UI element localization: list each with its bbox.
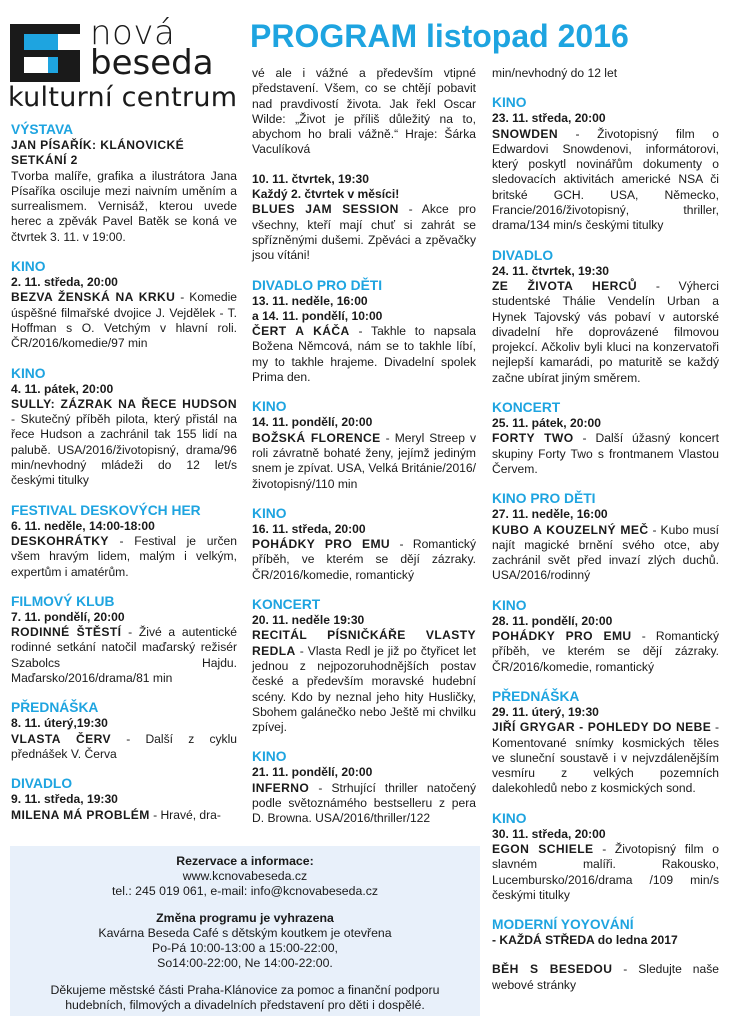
event-title: ZE ŽIVOTA HERCŮ: [492, 278, 638, 293]
event-date: 27. 11. neděle, 16:00: [492, 507, 608, 522]
event-description: - Skutečný příběh pilota, který přistál na řece Hudson a zachránil tak 155 lidí na palubě. USA/2016/životopisný, drama/96 min/nevhodný mládeži do 12 let/s českými titulky: [11, 412, 237, 488]
event-date: 6. 11. neděle, 14:00-18:00: [11, 518, 155, 533]
event-date: 20. 11. neděle 19:30: [252, 613, 365, 628]
program-column-1: [11, 122, 237, 837]
event-festival: [11, 503, 237, 580]
logo-text-kulturni-centrum: kulturní centrum: [8, 82, 238, 113]
event-description: - Sledujte naše webové stránky: [492, 962, 720, 992]
event-date: 8. 11. úterý,19:30: [11, 716, 108, 731]
event-title: MILENA MÁ PROBLÉM: [11, 807, 150, 822]
event-text: [492, 431, 719, 477]
event-date: 29. 11. úterý, 19:30: [492, 704, 599, 719]
section-heading: KINO: [492, 597, 527, 613]
thanks-line-1: Děkujeme městské části Praha-Klánovice za pomoc a finanční podporu: [50, 983, 440, 997]
event-description: - Festival je určen všem hravým lidem, malým i velkým, expertům i amatérům.: [11, 533, 237, 579]
event-title: KUBO A KOUZELNÝ MEČ: [492, 522, 649, 537]
event-title: EGON SCHIELE: [492, 841, 594, 856]
event-title: POHÁDKY PRO EMU: [252, 537, 391, 552]
event-description: - Strhující thriller natočený podle světoznámého bestselleru z pera D. Browna. USA/2016/thriller/122: [252, 780, 476, 826]
event-text: [11, 732, 237, 763]
event-description: - Další z cyklu přednášek V. Červa: [11, 731, 237, 761]
event-text: [11, 625, 237, 686]
event-date: 4. 11. pátek, 20:00: [11, 381, 114, 396]
event-title: ČERT A KÁČA: [252, 324, 350, 339]
event-title: VLASTA ČERV: [11, 731, 112, 746]
event-date: 7. 11. pondělí, 20:00: [11, 609, 125, 624]
event-date: 14. 11. pondělí, 20:00: [252, 415, 373, 430]
event-koncert: [252, 597, 476, 735]
event-blues-jam: [252, 172, 476, 264]
section-heading: KINO: [252, 399, 287, 415]
event-title: INFERNO: [252, 780, 310, 795]
event-kino: [492, 598, 719, 675]
event-text: [492, 279, 719, 386]
event-date: 28. 11. pondělí, 20:00: [492, 613, 613, 628]
event-description: - Romantický příběh, ve kterém se dějí zázraky. ČR/2016/komedie, romantický: [492, 629, 720, 674]
event-title: DESKOHRÁTKY: [11, 533, 109, 548]
event-title: JAN PÍSAŘÍK: KLÁNOVICKÉ SETKÁNÍ 2: [11, 138, 185, 168]
contact-line: tel.: 245 019 061, e-mail: info@kcnovabeseda.cz: [111, 884, 379, 898]
event-moderni-yoyovani: [492, 917, 719, 993]
event-title: BLUES JAM SESSION: [252, 202, 399, 217]
event-title: BOŽSKÁ FLORENCE: [252, 430, 381, 445]
section-heading: PŘEDNÁŠKA: [492, 688, 580, 704]
event-date-2: a 14. 11. pondělí, 10:00: [252, 308, 383, 323]
event-continuation: [252, 66, 476, 158]
event-title: FORTY TWO: [492, 431, 574, 446]
event-text: [492, 127, 719, 234]
change-notice: Změna programu je vyhrazena: [156, 911, 334, 925]
event-date: 24. 11. čtvrtek, 19:30: [492, 263, 609, 278]
event-description: - Akce pro všechny, kteří mají chuť si zahrát se spřízněnými dušemi. Zpěváci a zpěvačky jsou vítáni!: [252, 202, 476, 263]
event-text: [252, 781, 476, 827]
opening-hours-1: Po-Pá 10:00-13:00 a 15:00-22:00,: [152, 941, 338, 955]
event-text: [492, 720, 719, 796]
event-description: Tvorba malíře, grafika a ilustrátora Jana Písaříka osciluje mezi naivním uměním a surrealismem. Vernisáž, kterou uvede herec a zpěvák Pavel Batěk se koná ve čtvrtek 3. 11. v 19:00.: [11, 168, 237, 244]
event-continuation: [492, 66, 719, 81]
section-heading: KINO: [252, 749, 287, 765]
section-heading: KINO: [252, 505, 287, 521]
event-kino: [252, 749, 476, 826]
section-heading: KINO: [11, 365, 46, 381]
event-description: - Takhle to napsala Božena Němcová, nám se to takhle líbí, my to takhle hrajeme. Divadelní spolek Prima den.: [252, 324, 476, 385]
event-description: - Hravé, dra-: [149, 807, 221, 822]
event-text: [492, 523, 719, 584]
event-description: - Výherci studentské Thálie Vendelín Urban a Hynek Tajovský vás pobaví v autorské divadelní hře doprovázené filmovou projekcí. Ačkoliv byli kluci na konzervatoři nejlepší kamarádi, po maturitě se každý začne ubírat jiným směrem.: [492, 278, 719, 385]
logo-text-nova: nová: [90, 13, 176, 53]
event-text: [252, 431, 476, 492]
event-title: SNOWDEN: [492, 126, 558, 141]
event-date: 2. 11. středa, 20:00: [11, 275, 118, 290]
event-text: [11, 290, 237, 351]
event-kino: [11, 366, 237, 489]
event-text: [252, 628, 476, 735]
event-date: 21. 11. pondělí, 20:00: [252, 765, 373, 780]
event-date: - KAŽDÁ STŘEDA do ledna 2017: [492, 933, 678, 948]
event-description: - Životopisný film o slavném malíři. Rakousko, Lucembursko/2016/drama /109 min/s českými titulky: [492, 841, 719, 902]
event-description: - Životopisný film o Edwardovi Snowdenovi, informátorovi, který poskytl novinářům dokumenty o sledovacích aktivitách americké NSA či britské GCH. USA, Německo, Francie/2016/životopisný, thriller, drama/134 min/s českými titulky: [492, 126, 719, 233]
event-kino: [492, 811, 719, 903]
event-description: - Romantický příběh, ve kterém se dějí zázraky. ČR/2016/komedie, romantický: [252, 537, 477, 582]
event-text: [252, 202, 476, 263]
event-date: 13. 11. neděle, 16:00: [252, 293, 368, 308]
event-text: [492, 842, 719, 903]
event-date: 23. 11. středa, 20:00: [492, 111, 606, 126]
event-title: RODINNÉ ŠTĚSTÍ: [11, 625, 122, 640]
program-column-2: [252, 66, 476, 841]
event-prednaska: [11, 700, 237, 762]
event-kino: [252, 399, 476, 491]
section-heading: KONCERT: [492, 400, 561, 416]
event-description: vé ale i vážné a především vtipné představení. Všem, co se chtějí pobavit nad pravdivostí života. Jak řekl Oscar Wilde: „Život je příliš důležitý na to, abychom ho brali vážně.“ Hraje: Šárka Vaculíková: [252, 66, 476, 157]
section-heading: KINO: [492, 95, 527, 111]
event-divadlo: [11, 776, 237, 823]
section-heading: KONCERT: [252, 597, 321, 613]
program-column-3: [492, 66, 719, 1007]
page-title: PROGRAM listopad 2016: [250, 18, 629, 54]
opening-hours-2: So14:00-22:00, Ne 14:00-22:00.: [157, 956, 333, 970]
event-kino: [492, 95, 719, 233]
logo: [8, 13, 248, 114]
event-description: - Komentované snímky kosmických těles ve sluneční soustavě i v nejvzdálenějším vesmíru z velkých pozemních dalekohledů nebo z kosmických sond.: [492, 720, 719, 796]
cafe-info: Kavárna Beseda Café s dětským koutkem je otevřena: [98, 926, 392, 940]
event-kino: [252, 506, 476, 583]
section-heading: KINO PRO DĚTI: [492, 491, 596, 507]
event-description: - Kubo musí najít magické brnění svého otce, aby zachránil svět před invazí zlých duchů. USA/2016/rodinný: [492, 522, 720, 583]
event-description: - Další úžasný koncert skupiny Forty Two s frontmanem Vlastou Červem.: [492, 431, 719, 476]
event-kino: [11, 259, 237, 351]
nova-beseda-logo-icon: [10, 24, 80, 82]
section-heading: KINO: [11, 259, 46, 275]
website-link[interactable]: www.kcnovabeseda.cz: [182, 869, 308, 883]
section-heading: VÝSTAVA: [11, 122, 74, 137]
event-title: BĚH S BESEDOU: [492, 962, 613, 977]
event-title: JIŘÍ GRYGAR - POHLEDY DO NEBE: [492, 720, 712, 735]
event-text: [11, 534, 237, 580]
thanks-line-2: hudebních, filmových a divadelních představení pro děti i dospělé.: [65, 998, 425, 1012]
section-heading: KINO: [492, 810, 527, 826]
section-heading: MODERNÍ YOYOVÁNÍ: [492, 917, 634, 933]
section-heading: FESTIVAL DESKOVÝCH HER: [11, 502, 201, 518]
reservation-heading: Rezervace a informace:: [176, 854, 314, 868]
event-title: POHÁDKY PRO EMU: [492, 629, 632, 644]
event-text: [11, 808, 237, 823]
event-date: 25. 11. pátek, 20:00: [492, 416, 601, 431]
event-text: [252, 537, 476, 583]
event-text: [252, 324, 476, 385]
section-heading: DIVADLO: [11, 776, 73, 792]
event-date: 16. 11. středa, 20:00: [252, 521, 366, 536]
event-divadlo-pro-deti: [252, 278, 476, 386]
section-heading: PŘEDNÁŠKA: [11, 700, 99, 716]
event-title: SULLY: ZÁZRAK NA ŘECE HUDSON: [11, 396, 237, 411]
logo-text-beseda: beseda: [90, 43, 214, 83]
event-title: BEZVA ŽENSKÁ NA KRKU: [11, 290, 176, 305]
section-heading: FILMOVÝ KLUB: [11, 593, 115, 609]
event-description: - Meryl Streep v roli závratně bohaté ženy, jejímž jediným snem je zpívat. USA, Velká Británie/2016/životopisný/110 min: [252, 430, 476, 491]
event-description: - Živé a autentické rodinné setkání natočil maďarský režisér Szabolcs Hajdu. Maďarsko/2016/drama/81 min: [11, 625, 238, 686]
event-date: 10. 11. čtvrtek, 19:30: [252, 171, 369, 186]
event-description: - Vlasta Redl je již po čtyřicet let jednou z nejpozoruhodnějších postav české a především moravské hudební scény. Kdo by neznal jeho hity Husličky, Sbohem galánečko nebo Ještě mi chvilku zpívej.: [252, 643, 476, 735]
event-divadlo: [492, 248, 719, 386]
event-text: [492, 962, 719, 993]
section-heading: DIVADLO PRO DĚTI: [252, 277, 383, 293]
event-description: - Komedie úspěšné filmařské dvojice J. Vejdělek - T. Hoffman s O. Vetchým v hlavní roli. ČR/2016/komedie/97 min: [11, 290, 237, 351]
event-text: [492, 629, 719, 675]
event-date: 9. 11. středa, 19:30: [11, 792, 118, 807]
event-text: [11, 397, 237, 489]
info-box: [10, 846, 480, 1016]
event-filmovy-klub: [11, 594, 237, 686]
event-date: 30. 11. středa, 20:00: [492, 826, 606, 841]
event-note: Každý 2. čtvrtek v měsíci!: [252, 187, 400, 202]
section-heading: DIVADLO: [492, 247, 554, 263]
event-vystava: [11, 122, 237, 245]
event-title: RECITÁL PÍSNIČKÁŘE VLASTY REDLA: [252, 628, 476, 658]
event-prednaska: [492, 689, 719, 797]
event-koncert: [492, 400, 719, 477]
event-kino-pro-deti: [492, 491, 719, 583]
event-description: min/nevhodný do 12 let: [492, 66, 618, 80]
